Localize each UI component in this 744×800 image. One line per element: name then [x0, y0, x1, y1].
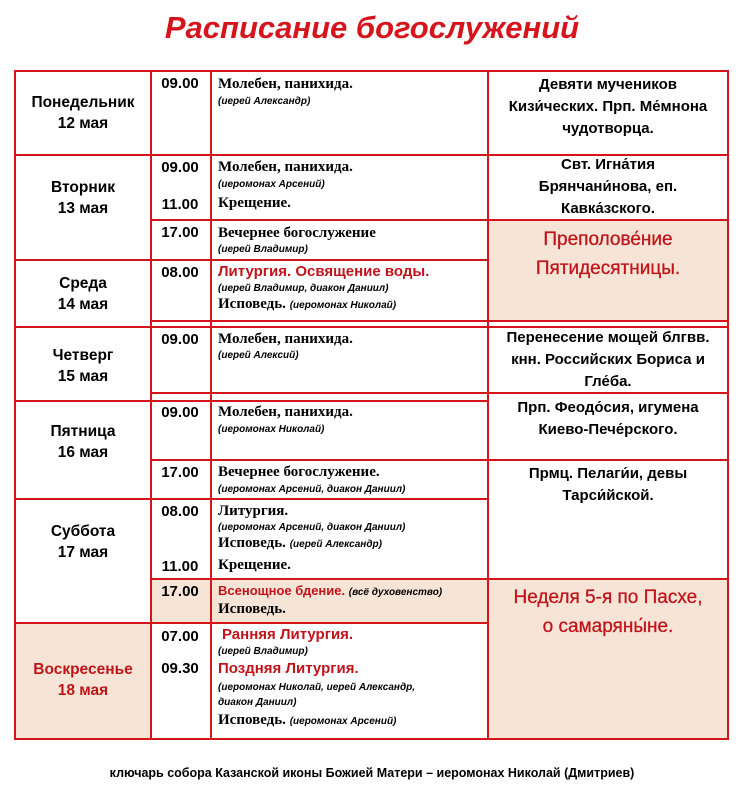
service-time: 08.00 [161, 264, 199, 281]
feast-friday [489, 397, 727, 441]
day-date: 13 мая [57, 200, 109, 217]
service-time: 17.00 [161, 224, 199, 241]
feast-wednesday [489, 225, 727, 283]
confession-clergy: (иеромонах Николай) [289, 300, 397, 311]
service-title: Всенощное бдение. [218, 583, 346, 598]
feast-saturday [489, 463, 727, 507]
feast-line: кнн. Российских Бориса и [511, 351, 705, 368]
service-time: 09.00 [161, 404, 199, 421]
service-clergy: (иеромонах Николай, иерей Александр, [218, 682, 416, 693]
confession-label: Исповедь. [218, 601, 286, 617]
feast-line: Брянчани́нова, еп. [538, 178, 678, 195]
confession-clergy: (иеромонах Арсений) [289, 716, 397, 727]
row-divider [150, 459, 729, 461]
service-clergy: (иеромонах Арсений, диакон Даниил) [218, 484, 406, 495]
feast-line: чудотворца. [562, 120, 654, 137]
day-name: Понедельник [31, 94, 135, 111]
service-clergy: (иеромонах Николай) [218, 424, 325, 435]
feast-tuesday [489, 154, 727, 220]
service-clergy: (иерей Владимир) [218, 646, 308, 657]
confession-clergy: (иерей Александр) [289, 539, 382, 550]
feast-monday [489, 74, 727, 140]
service-name [218, 583, 442, 598]
day-name: Суббота [50, 523, 116, 540]
row-divider [150, 259, 487, 261]
day-friday [16, 402, 150, 482]
feast-line: Прмц. Пелаги́и, девы [528, 465, 688, 482]
confession-label: Исповедь. [218, 712, 286, 728]
row-divider [150, 622, 487, 624]
service-clergy: (всё духовенство) [348, 587, 443, 598]
day-thursday [16, 330, 150, 402]
service-time: 17.00 [161, 583, 199, 600]
feast-line: Гле́ба. [584, 373, 632, 390]
confession-label: Исповедь. [218, 296, 286, 312]
day-name: Пятница [50, 423, 116, 440]
day-saturday [16, 500, 150, 584]
service-clergy: (иеромонах Арсений, диакон Даниил) [218, 522, 406, 533]
service-name: Ранняя Литургия. [222, 626, 354, 643]
service-clergy: (иерей Александр) [218, 96, 311, 107]
service-name: Молебен, панихида. [218, 331, 353, 347]
feast-line: Девяти мучеников [539, 76, 677, 93]
service-time: 17.00 [161, 464, 199, 481]
service-time: 07.00 [161, 628, 199, 645]
feast-line: Кизи́ческих. Прп. Ме́мнона [508, 98, 708, 115]
feast-line: Перенесение мощей блгвв. [506, 329, 710, 346]
row-divider [150, 400, 487, 402]
service-time: 11.00 [161, 558, 199, 575]
feast-line: Преполове́ние [543, 229, 673, 250]
service-time: 09.00 [161, 159, 199, 176]
confession-label: Исповедь. [218, 535, 286, 551]
service-time: 09.00 [161, 75, 199, 92]
day-date: 14 мая [57, 295, 109, 313]
day-name: Четверг [52, 347, 114, 364]
confession [218, 296, 396, 313]
service-time: 09.00 [161, 331, 199, 348]
row-divider [150, 498, 487, 500]
confession [218, 712, 396, 729]
service-clergy: (иерей Владимир, диакон Даниил) [218, 283, 389, 294]
service-name: Молебен, панихида. [218, 159, 353, 175]
service-name: Молебен, панихида. [218, 404, 353, 420]
day-name: Среда [59, 274, 107, 292]
day-name: Воскресенье [33, 661, 133, 678]
day-date: 12 мая [57, 115, 109, 132]
service-name: Литургия. [218, 503, 289, 519]
feast-line: Прп. Феодо́сия, игумена [517, 399, 699, 416]
feast-line: Пятидесятницы. [535, 258, 681, 279]
footer-signature: ключарь собора Казанской иконы Божией Матери – иеромонах Николай (Дмитриев) [109, 766, 635, 780]
day-date: 16 мая [57, 444, 109, 461]
feast-line: Киево-Пече́рского. [538, 421, 678, 438]
feast-line: Свт. Игна́тия [561, 156, 655, 173]
feast-line: Кавка́зского. [560, 200, 656, 217]
page-title: Расписание богослужений [164, 10, 580, 45]
feast-sunday [489, 583, 727, 641]
service-time: 11.00 [161, 196, 199, 213]
service-name: Литургия. Освящение воды. [218, 263, 430, 280]
service-clergy: (иеромонах Арсений) [218, 179, 325, 190]
confession [218, 535, 382, 552]
service-name: Вечернее богослужение. [218, 464, 380, 480]
day-date: 18 мая [57, 682, 109, 699]
day-sunday [16, 640, 150, 720]
row-divider [150, 320, 729, 322]
day-wednesday [16, 261, 150, 326]
service-time: 09.30 [161, 660, 199, 677]
service-name: Молебен, панихида. [218, 76, 353, 92]
service-clergy: диакон Даниил) [218, 697, 297, 708]
feast-line: Неделя 5-я по Пасхе, [513, 587, 703, 608]
day-date: 17 мая [57, 544, 109, 561]
feast-thursday [489, 327, 727, 393]
feast-line: о самаряны́не. [542, 616, 674, 637]
service-clergy: (иерей Владимир) [218, 244, 308, 255]
service-time: 08.00 [161, 503, 199, 520]
row-divider [150, 578, 729, 580]
day-tuesday [16, 156, 150, 240]
service-name: Поздняя Литургия. [218, 660, 359, 677]
service-name: Крещение. [218, 195, 291, 211]
day-monday [16, 72, 150, 154]
feast-line: Тарси́йской. [562, 487, 654, 504]
day-name: Вторник [51, 179, 115, 196]
day-date: 15 мая [57, 368, 109, 385]
service-clergy: (иерей Алексий) [218, 350, 299, 361]
service-name: Вечернее богослужение [218, 225, 376, 241]
service-name: Крещение. [218, 557, 291, 573]
